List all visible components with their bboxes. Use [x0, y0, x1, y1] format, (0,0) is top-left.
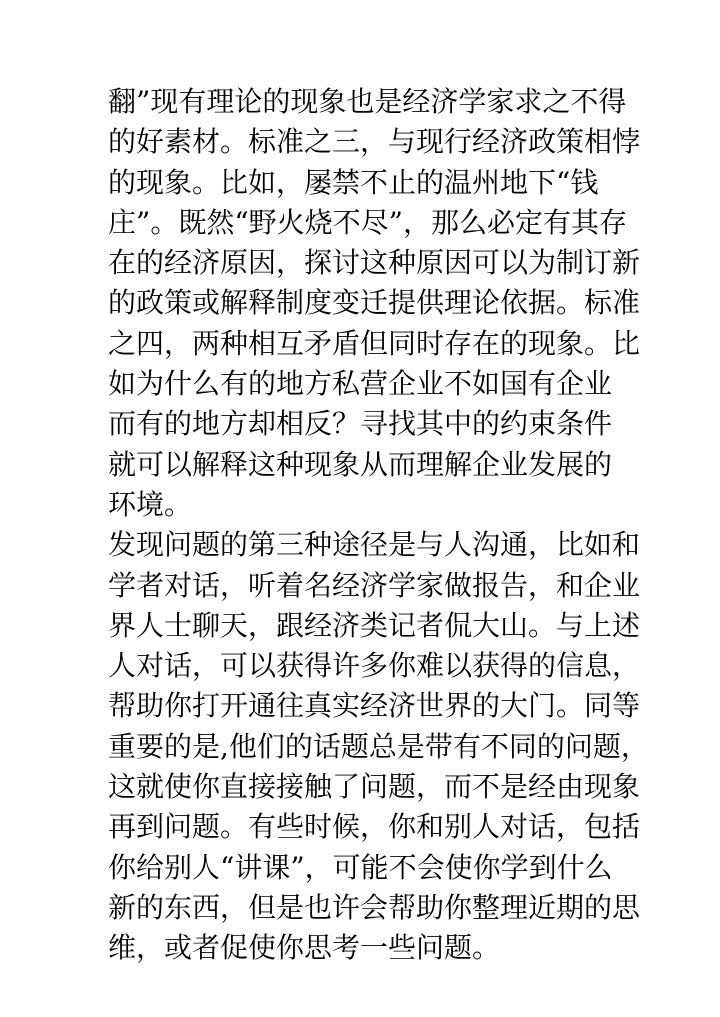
text-line: 之四，两种相互矛盾但同时存在的现象。比	[108, 326, 641, 360]
text-line: 环境。	[108, 487, 193, 521]
text-line: 如为什么有的地方私营企业不如国有企业	[108, 367, 613, 401]
text-line: 的政策或解释制度变迁提供理论依据。标准	[108, 286, 641, 320]
text-line: 这就使你直接接触了问题，而不是经由现象	[108, 770, 641, 804]
text-line: 就可以解释这种现象从而理解企业发展的	[108, 447, 613, 481]
text-line: 学者对话，听着名经济学家做报告，和企业	[108, 568, 641, 602]
text-line: 再到问题。有些时候，你和别人对话，包括	[108, 810, 641, 844]
text-line: 界人士聊天，跟经济类记者侃大山。与上述	[108, 608, 641, 642]
text-line: 发现问题的第三种途径是与人沟通，比如和	[108, 528, 641, 562]
text-line: 新的东西，但是也许会帮助你整理近期的思	[108, 890, 641, 924]
text-line: 重要的是,他们的话题总是带有不同的问题，	[108, 729, 649, 763]
text-line: 在的经济原因，探讨这种原因可以为制订新	[108, 246, 641, 280]
text-line: 你给别人“讲课”，可能不会使你学到什么	[108, 850, 613, 884]
text-line: 翻”现有理论的现象也是经济学家求之不得	[108, 85, 627, 118]
text-line: 维，或者促使你思考一些问题。	[108, 931, 501, 965]
text-line: 的现象。比如，屡禁不止的温州地下“钱	[108, 165, 599, 199]
text-line: 人对话，可以获得许多你难以获得的信息，	[108, 649, 641, 683]
text-line: 庄”。既然“野火烧不尽”，那么必定有其存	[108, 205, 627, 239]
body-text	[108, 82, 649, 969]
text-line: 帮助你打开通往真实经济世界的大门。同等	[108, 689, 641, 723]
text-line: 的好素材。标准之三，与现行经济政策相悖	[108, 125, 641, 159]
text-line: 而有的地方却相反？寻找其中的约束条件	[108, 407, 613, 441]
